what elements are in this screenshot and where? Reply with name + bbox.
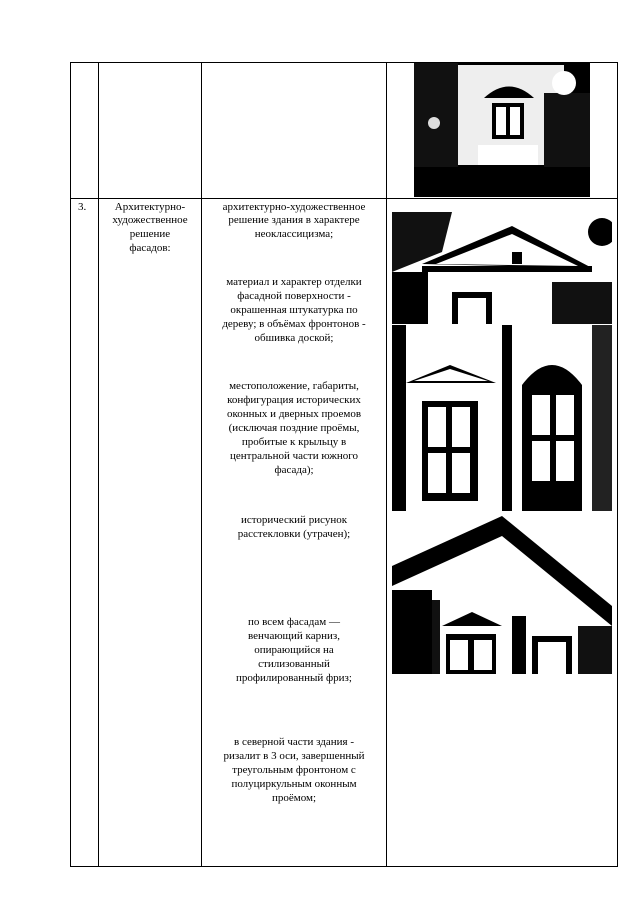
item-line: (исключая поздние проёмы, xyxy=(228,422,360,434)
item-line: местоположение, габариты, xyxy=(229,380,359,392)
item-line: архитектурно-художественное xyxy=(222,201,366,213)
item-line: по всем фасадам — xyxy=(248,616,340,628)
item-line: полуциркульным оконным xyxy=(231,778,357,790)
item-line: фасадной поверхности - xyxy=(237,290,351,302)
item-line: окрашенная штукатурка по xyxy=(230,304,358,316)
subject-line-1: Архитектурно- xyxy=(114,201,186,213)
col-line-2 xyxy=(98,62,99,867)
item-line: треугольным фронтоном с xyxy=(232,764,356,776)
item-line: обшивка доской; xyxy=(254,332,334,344)
col-line-5 xyxy=(617,62,618,867)
item-line: стилизованный xyxy=(258,658,330,670)
facade-photo-windows xyxy=(392,325,612,511)
item-line: опирающийся на xyxy=(254,644,334,656)
item-line: фасада); xyxy=(274,464,314,476)
item-line: неоклассицизма; xyxy=(254,228,334,240)
item-line: ризалит в 3 оси, завершенный xyxy=(223,750,365,762)
item-line: расстекловки (утрачен); xyxy=(237,528,351,540)
item-line: центральной части южного xyxy=(229,450,358,462)
row-divider xyxy=(70,198,618,199)
col-line-4 xyxy=(386,62,387,867)
subject-line-2: художественное xyxy=(112,214,188,226)
item-line: материал и характер отделки xyxy=(226,276,362,288)
subject-line-4: фасадов: xyxy=(129,242,171,254)
table-bottom-border xyxy=(70,866,618,867)
row-number: 3. xyxy=(78,201,87,213)
item-line: в северной части здания - xyxy=(234,736,354,748)
item-line: проёмом; xyxy=(271,792,317,804)
facade-photo-pediment xyxy=(392,212,612,324)
subject-line-3: решение xyxy=(129,228,171,240)
item-line: оконных и дверных проемов xyxy=(226,408,362,420)
item-line: дереву; в объёмах фронтонов - xyxy=(222,318,366,330)
facade-photo-top xyxy=(414,63,590,197)
col-line-1 xyxy=(70,62,71,867)
item-line: конфигурация исторических xyxy=(227,394,361,406)
item-line: решение здания в характере xyxy=(228,214,360,226)
item-line: пробитые к крыльцу в xyxy=(241,436,347,448)
item-line: профилированный фриз; xyxy=(236,672,352,684)
item-line: исторический рисунок xyxy=(240,514,348,526)
facade-photo-cornice xyxy=(392,516,612,674)
item-line: венчающий карниз, xyxy=(248,630,340,642)
